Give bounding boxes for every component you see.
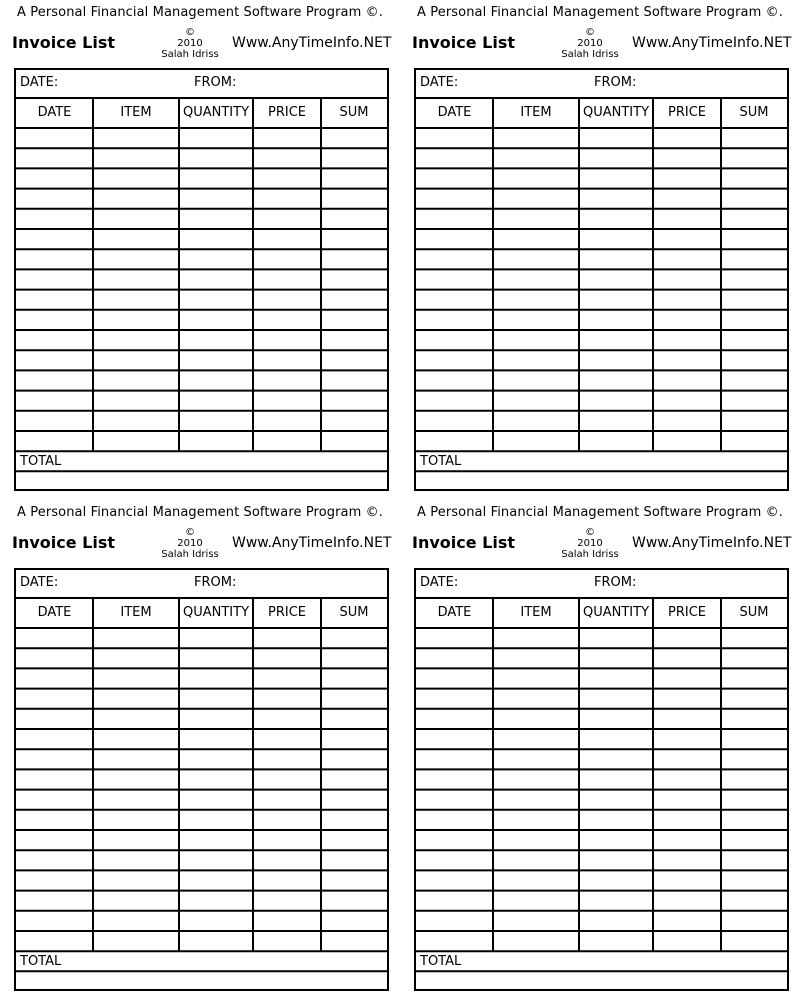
invoice-sheet-bottom-right — [400, 500, 800, 1000]
invoice-grid — [416, 70, 787, 489]
column-header-date: DATE — [37, 105, 72, 120]
website-text: Www.AnyTimeInfo.NET — [632, 35, 792, 51]
website-text: Www.AnyTimeInfo.NET — [232, 35, 392, 51]
copyright-year: 2010 — [177, 538, 203, 549]
invoice-form — [414, 68, 789, 491]
page-title: Invoice List — [412, 533, 516, 552]
copyright-author: Salah Idriss — [161, 549, 219, 560]
column-header-quantity: QUANTITY — [582, 105, 650, 120]
invoice-form — [14, 68, 389, 491]
column-header-item: ITEM — [520, 105, 552, 120]
copyright-symbol: © — [185, 27, 195, 38]
invoice-form — [14, 568, 389, 991]
copyright-author: Salah Idriss — [161, 49, 219, 60]
column-header-date: DATE — [437, 105, 472, 120]
copyright-block — [150, 27, 230, 60]
column-header-date: DATE — [437, 605, 472, 620]
total-label: TOTAL — [20, 454, 62, 470]
banner-text: A Personal Financial Management Software Program ©. — [17, 5, 383, 20]
website-text: Www.AnyTimeInfo.NET — [232, 535, 392, 551]
column-header-quantity: QUANTITY — [182, 605, 250, 620]
from-label: FROM: — [194, 575, 237, 590]
invoice-form — [414, 568, 789, 991]
column-header-sum: SUM — [339, 605, 369, 620]
total-label: TOTAL — [420, 454, 462, 470]
from-label: FROM: — [594, 75, 637, 90]
from-label: FROM: — [594, 575, 637, 590]
copyright-author: Salah Idriss — [561, 49, 619, 60]
invoice-sheet-top-right — [400, 0, 800, 500]
column-header-price: PRICE — [668, 105, 706, 120]
invoice-grid — [16, 70, 387, 489]
page-title: Invoice List — [12, 33, 116, 52]
copyright-symbol: © — [585, 27, 595, 38]
copyright-author: Salah Idriss — [561, 549, 619, 560]
copyright-block — [550, 27, 630, 60]
column-header-item: ITEM — [120, 605, 152, 620]
copyright-symbol: © — [585, 527, 595, 538]
column-header-quantity: QUANTITY — [582, 605, 650, 620]
copyright-year: 2010 — [577, 38, 603, 49]
banner-text: A Personal Financial Management Software Program ©. — [417, 505, 783, 520]
column-header-price: PRICE — [668, 605, 706, 620]
column-header-quantity: QUANTITY — [182, 105, 250, 120]
copyright-block — [150, 527, 230, 560]
total-label: TOTAL — [20, 954, 62, 970]
invoice-grid — [16, 570, 387, 989]
column-header-item: ITEM — [520, 605, 552, 620]
copyright-year: 2010 — [177, 38, 203, 49]
banner-text: A Personal Financial Management Software Program ©. — [417, 5, 783, 20]
from-label: FROM: — [194, 75, 237, 90]
column-header-sum: SUM — [739, 105, 769, 120]
banner-text: A Personal Financial Management Software Program ©. — [17, 505, 383, 520]
invoice-sheet-bottom-left — [0, 500, 400, 1000]
page-title: Invoice List — [412, 33, 516, 52]
website-text: Www.AnyTimeInfo.NET — [632, 535, 792, 551]
column-header-price: PRICE — [268, 605, 306, 620]
column-header-sum: SUM — [739, 605, 769, 620]
copyright-year: 2010 — [577, 538, 603, 549]
date-label: DATE: — [20, 575, 59, 590]
column-header-sum: SUM — [339, 105, 369, 120]
date-label: DATE: — [420, 75, 459, 90]
invoice-sheet-top-left — [0, 0, 400, 500]
invoice-grid — [416, 570, 787, 989]
column-header-date: DATE — [37, 605, 72, 620]
total-label: TOTAL — [420, 954, 462, 970]
copyright-block — [550, 527, 630, 560]
date-label: DATE: — [20, 75, 59, 90]
column-header-item: ITEM — [120, 105, 152, 120]
copyright-symbol: © — [185, 527, 195, 538]
date-label: DATE: — [420, 575, 459, 590]
page-title: Invoice List — [12, 533, 116, 552]
column-header-price: PRICE — [268, 105, 306, 120]
